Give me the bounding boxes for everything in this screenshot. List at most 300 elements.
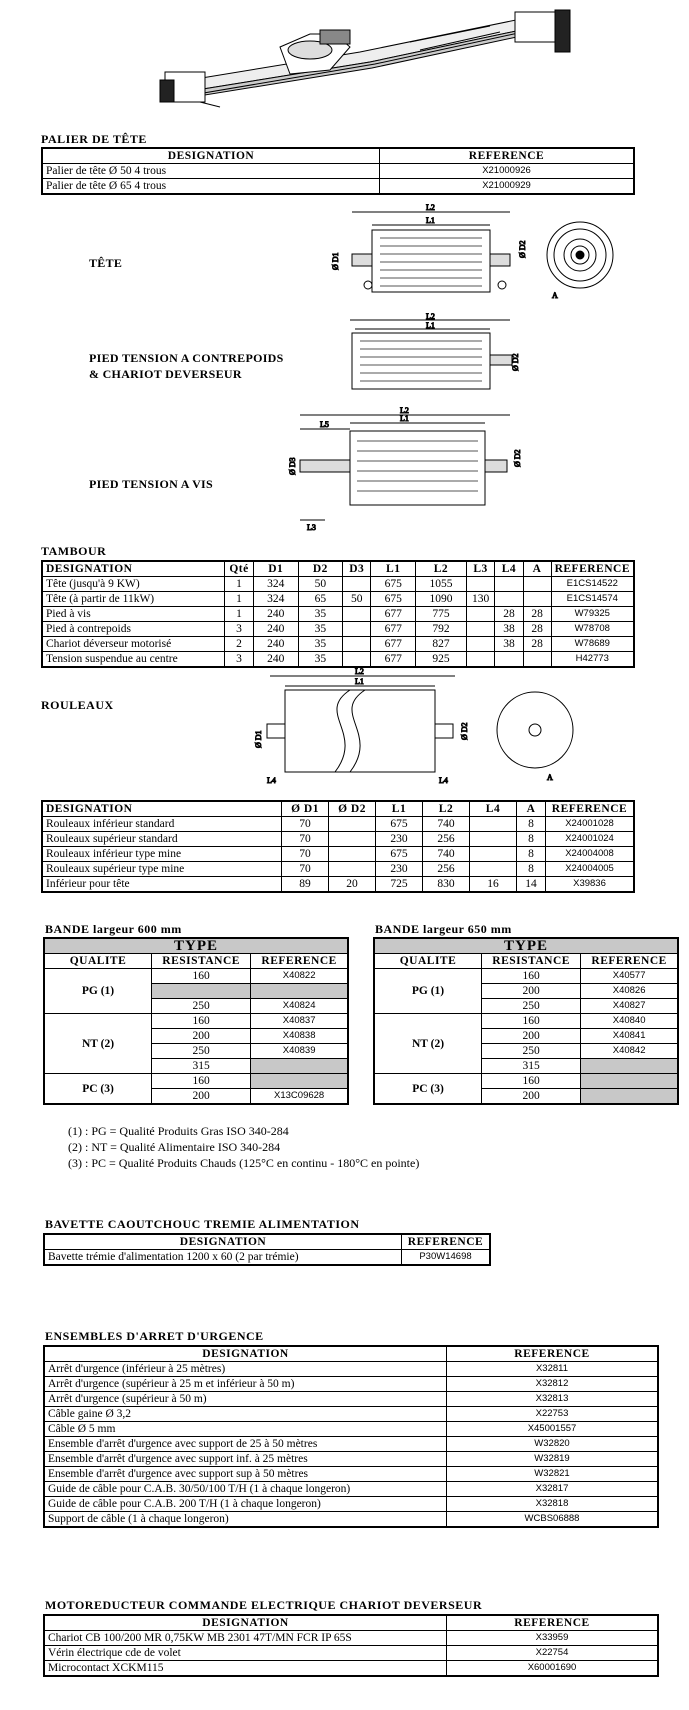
qualite-cell: NT (2) (374, 1014, 482, 1074)
cell: Rouleaux inférieur standard (42, 817, 282, 832)
cell (251, 1059, 348, 1074)
cell: 675 (371, 577, 416, 592)
cell: 256 (423, 862, 470, 877)
cell: X40826 (581, 984, 678, 999)
cell: X40827 (581, 999, 678, 1014)
col-a: A (517, 801, 546, 817)
cell: 200 (482, 1089, 581, 1105)
dim-l4: L4 (439, 776, 448, 785)
cell: Ensemble d'arrêt d'urgence avec support inf. à 25 mètres (44, 1452, 447, 1467)
col-reference: REFERENCE (447, 1346, 659, 1362)
cell: P30W14698 (402, 1250, 491, 1266)
col-designation: DESIGNATION (44, 1234, 402, 1250)
col-d1: Ø D1 (282, 801, 329, 817)
col-designation: DESIGNATION (42, 801, 282, 817)
table-row (44, 1014, 348, 1029)
cell: X32817 (447, 1482, 659, 1497)
cell: 160 (482, 1074, 581, 1089)
table-row (44, 1437, 658, 1452)
dim-l1: L1 (355, 677, 364, 686)
cell: 1 (225, 592, 254, 607)
cell: 38 (495, 637, 523, 652)
cell: Palier de tête Ø 65 4 trous (42, 179, 380, 195)
cell: Support de câble (1 à chaque longeron) (44, 1512, 447, 1528)
cell (152, 984, 251, 999)
dim-l2: L2 (400, 406, 409, 415)
cell: W32820 (447, 1437, 659, 1452)
table-row (42, 862, 634, 877)
pied-contrepoids-drawing (330, 312, 530, 395)
cell: 28 (523, 637, 551, 652)
table-row (42, 652, 634, 668)
cell: Guide de câble pour C.A.B. 200 T/H (1 à chaque longeron) (44, 1497, 447, 1512)
cell: 1090 (416, 592, 467, 607)
table-row (44, 1362, 658, 1377)
cell (581, 1089, 678, 1105)
col-header: RESISTANCE (482, 954, 581, 969)
table-row (42, 817, 634, 832)
cell (470, 832, 517, 847)
cell (470, 862, 517, 877)
cell (523, 652, 551, 668)
cell: 130 (466, 592, 495, 607)
cell: 677 (371, 622, 416, 637)
cell: 200 (482, 1029, 581, 1044)
cell: 65 (298, 592, 343, 607)
cell: 925 (416, 652, 467, 668)
cell: 50 (343, 592, 371, 607)
dim-l2: L2 (426, 312, 435, 321)
dim-d1: Ø D1 (254, 730, 263, 748)
cell: 28 (523, 607, 551, 622)
cell: 160 (482, 1014, 581, 1029)
table-row (42, 832, 634, 847)
cell: 89 (282, 877, 329, 893)
cell: 677 (371, 652, 416, 668)
cell: X22754 (447, 1646, 659, 1661)
table-row (42, 877, 634, 893)
cell: Ensemble d'arrêt d'urgence avec support de 25 à 50 mètres (44, 1437, 447, 1452)
cell: 792 (416, 622, 467, 637)
cell: X39836 (546, 877, 635, 893)
cell: X24004008 (546, 847, 635, 862)
cell: X40841 (581, 1029, 678, 1044)
pied-vis-label: PIED TENSION A VIS (89, 477, 214, 491)
col-reference: REFERENCE (546, 801, 635, 817)
palier-table (41, 147, 635, 195)
cell: 1 (225, 607, 254, 622)
cell: 160 (152, 969, 251, 984)
cell: 240 (253, 637, 298, 652)
cell: 200 (152, 1029, 251, 1044)
col-d1: D1 (253, 561, 298, 577)
cell: Chariot déverseur motorisé (42, 637, 225, 652)
cell (495, 652, 523, 668)
cell: X22753 (447, 1407, 659, 1422)
table-row (44, 1407, 658, 1422)
cell: 160 (152, 1014, 251, 1029)
cell (343, 622, 371, 637)
cell: 160 (152, 1074, 251, 1089)
qualite-cell: PC (3) (44, 1074, 152, 1105)
cell: 8 (517, 847, 546, 862)
cell: 324 (253, 592, 298, 607)
table-row (44, 1631, 658, 1646)
bande600-title: BANDE largeur 600 mm (45, 922, 182, 936)
cell: X40837 (251, 1014, 348, 1029)
dim-d2: Ø D2 (518, 240, 527, 258)
rouleaux-table (41, 800, 635, 893)
cell: 1055 (416, 577, 467, 592)
cell: Ensemble d'arrêt d'urgence avec support sup à 50 mètres (44, 1467, 447, 1482)
cell: 200 (152, 1089, 251, 1105)
cell: 8 (517, 862, 546, 877)
cell: 70 (282, 847, 329, 862)
dim-l1: L1 (426, 321, 435, 330)
cell: 3 (225, 622, 254, 637)
cell: E1CS14522 (551, 577, 634, 592)
cell: 35 (298, 622, 343, 637)
cell (466, 577, 495, 592)
dim-a: A (552, 291, 558, 300)
tambour-table (41, 560, 635, 668)
cell (495, 592, 523, 607)
cell (329, 847, 376, 862)
cell: Vérin électrique cde de volet (44, 1646, 447, 1661)
cell: X40842 (581, 1044, 678, 1059)
dim-l3: L3 (307, 523, 316, 532)
cell: 16 (470, 877, 517, 893)
col-designation: DESIGNATION (42, 561, 225, 577)
cell: Tête (à partir de 11kW) (42, 592, 225, 607)
dim-d2: Ø D2 (460, 722, 469, 740)
qualite-cell: PG (1) (374, 969, 482, 1014)
cell: 240 (253, 622, 298, 637)
cell: X32812 (447, 1377, 659, 1392)
cell: X45001557 (447, 1422, 659, 1437)
cell (470, 817, 517, 832)
table-row (42, 622, 634, 637)
cell: 230 (376, 832, 423, 847)
cell: Tension suspendue au centre (42, 652, 225, 668)
cell (251, 1074, 348, 1089)
col-designation: DESIGNATION (44, 1615, 447, 1631)
cell: 1 (225, 577, 254, 592)
cell: Arrêt d'urgence (supérieur à 50 m) (44, 1392, 447, 1407)
cell: 740 (423, 817, 470, 832)
cell: 14 (517, 877, 546, 893)
cell: 256 (423, 832, 470, 847)
pied-contrepoids-label (89, 350, 284, 382)
qualite-cell: PG (1) (44, 969, 152, 1014)
table-row (42, 592, 634, 607)
cell: X21000926 (380, 164, 635, 179)
cell: Rouleaux supérieur standard (42, 832, 282, 847)
cell: Tête (jusqu'à 9 KW) (42, 577, 225, 592)
cell: X24004005 (546, 862, 635, 877)
table-row (42, 637, 634, 652)
cell: X40838 (251, 1029, 348, 1044)
cell (329, 862, 376, 877)
cell: 250 (152, 1044, 251, 1059)
dim-l4: L4 (267, 776, 276, 785)
bande650-table (373, 937, 679, 1105)
cell: 8 (517, 817, 546, 832)
rouleaux-title: ROULEAUX (41, 698, 114, 712)
cell (495, 577, 523, 592)
cell: W32821 (447, 1467, 659, 1482)
cell: 35 (298, 607, 343, 622)
cell (466, 637, 495, 652)
cell: Rouleaux inférieur type mine (42, 847, 282, 862)
col-header: REFERENCE (581, 954, 678, 969)
table-row (42, 847, 634, 862)
col-header: QUALITE (374, 954, 482, 969)
cell: X24001028 (546, 817, 635, 832)
cell: X32813 (447, 1392, 659, 1407)
dim-d3: Ø D3 (288, 457, 297, 475)
cell: 70 (282, 862, 329, 877)
cell: 827 (416, 637, 467, 652)
cell: 775 (416, 607, 467, 622)
table-row (44, 1074, 348, 1089)
cell: Microcontact XCKM115 (44, 1661, 447, 1677)
table-row (44, 1646, 658, 1661)
type-header: TYPE (374, 938, 678, 954)
col-header: QUALITE (44, 954, 152, 969)
cell: Rouleaux supérieur type mine (42, 862, 282, 877)
col-l2: L2 (423, 801, 470, 817)
bavette-table (43, 1233, 491, 1266)
cell: Arrêt d'urgence (supérieur à 25 m et inférieur à 50 m) (44, 1377, 447, 1392)
cell: WCBS06888 (447, 1512, 659, 1528)
table-row (374, 969, 678, 984)
cell (581, 1074, 678, 1089)
cell: X40822 (251, 969, 348, 984)
dim-l2: L2 (355, 667, 364, 676)
table-row (44, 1422, 658, 1437)
cell (581, 1059, 678, 1074)
type-header: TYPE (44, 938, 348, 954)
pied-contrepoids-line1: PIED TENSION A CONTREPOIDS (89, 351, 284, 365)
cell (470, 847, 517, 862)
note-2: (2) : NT = Qualité Alimentaire ISO 340-284 (68, 1140, 281, 1154)
cell: E1CS14574 (551, 592, 634, 607)
cell (329, 817, 376, 832)
table-row (44, 1392, 658, 1407)
qualite-cell: NT (2) (44, 1014, 152, 1074)
cell: 675 (376, 817, 423, 832)
cell: 2 (225, 637, 254, 652)
col-a: A (523, 561, 551, 577)
col-d2: Ø D2 (329, 801, 376, 817)
cell: Pied à vis (42, 607, 225, 622)
cell: 250 (152, 999, 251, 1014)
col-l3: L3 (466, 561, 495, 577)
table-row (44, 1467, 658, 1482)
cell: X40839 (251, 1044, 348, 1059)
table-row (374, 1014, 678, 1029)
table-row (44, 1512, 658, 1528)
cell (466, 652, 495, 668)
cell: 250 (482, 1044, 581, 1059)
cell: 830 (423, 877, 470, 893)
moto-title: MOTOREDUCTEUR COMMANDE ELECTRIQUE CHARIOT DEVERSEUR (45, 1598, 483, 1612)
table-row (44, 1482, 658, 1497)
table-row (42, 607, 634, 622)
cell: 675 (371, 592, 416, 607)
cell: X40824 (251, 999, 348, 1014)
col-d3: D3 (343, 561, 371, 577)
cell: 315 (152, 1059, 251, 1074)
cell: 28 (523, 622, 551, 637)
bande600-table (43, 937, 349, 1105)
cell: X33959 (447, 1631, 659, 1646)
cell: X21000929 (380, 179, 635, 195)
table-row (42, 179, 634, 195)
cell: Câble Ø 5 mm (44, 1422, 447, 1437)
table-row (44, 1497, 658, 1512)
cell (251, 984, 348, 999)
cell: 38 (495, 622, 523, 637)
cell: 324 (253, 577, 298, 592)
col-qte: Qté (225, 561, 254, 577)
col-l2: L2 (416, 561, 467, 577)
cell: W79325 (551, 607, 634, 622)
cell: 70 (282, 817, 329, 832)
cell (343, 637, 371, 652)
cell: 725 (376, 877, 423, 893)
cell: 160 (482, 969, 581, 984)
cell: 200 (482, 984, 581, 999)
arret-table (43, 1345, 659, 1528)
bavette-title: BAVETTE CAOUTCHOUC TREMIE ALIMENTATION (45, 1217, 360, 1231)
cell (523, 592, 551, 607)
dim-l5: L5 (320, 420, 329, 429)
cell: 70 (282, 832, 329, 847)
col-reference: REFERENCE (380, 148, 635, 164)
pied-contrepoids-line2: & CHARIOT DEVERSEUR (89, 367, 242, 381)
table-row (44, 1250, 490, 1266)
cell (343, 652, 371, 668)
tambour-title: TAMBOUR (41, 544, 107, 558)
dim-d2: Ø D2 (511, 353, 520, 371)
tete-drawing (330, 200, 630, 300)
cell: 675 (376, 847, 423, 862)
table-row (44, 1661, 658, 1677)
rouleaux-drawing (255, 668, 585, 788)
dim-l1: L1 (426, 216, 435, 225)
cell (523, 577, 551, 592)
cell: W78708 (551, 622, 634, 637)
cell: X13C09628 (251, 1089, 348, 1105)
cell: W78689 (551, 637, 634, 652)
qualite-cell: PC (3) (374, 1074, 482, 1105)
cell: X32818 (447, 1497, 659, 1512)
dim-d2: Ø D2 (513, 449, 522, 467)
cell: Chariot CB 100/200 MR 0,75KW MB 2301 47T/MN FCR IP 65S (44, 1631, 447, 1646)
cell: X60001690 (447, 1661, 659, 1677)
cell (466, 607, 495, 622)
cell: 35 (298, 637, 343, 652)
col-l1: L1 (376, 801, 423, 817)
table-row (374, 1074, 678, 1089)
col-header: REFERENCE (251, 954, 348, 969)
cell: W32819 (447, 1452, 659, 1467)
col-designation: DESIGNATION (44, 1346, 447, 1362)
col-l4: L4 (470, 801, 517, 817)
col-reference: REFERENCE (402, 1234, 491, 1250)
cell: X40840 (581, 1014, 678, 1029)
cell: Câble gaine Ø 3,2 (44, 1407, 447, 1422)
cell: 250 (482, 999, 581, 1014)
cell: 315 (482, 1059, 581, 1074)
dim-d1: Ø D1 (331, 252, 340, 270)
table-row (44, 969, 348, 984)
cell: Pied à contrepoids (42, 622, 225, 637)
col-designation: DESIGNATION (42, 148, 380, 164)
cell: Guide de câble pour C.A.B. 30/50/100 T/H (1 à chaque longeron) (44, 1482, 447, 1497)
cell: 8 (517, 832, 546, 847)
bande650-title: BANDE largeur 650 mm (375, 922, 512, 936)
cell: 230 (376, 862, 423, 877)
cell: 28 (495, 607, 523, 622)
moto-table (43, 1614, 659, 1677)
table-row (44, 1377, 658, 1392)
pied-vis-drawing (288, 405, 555, 535)
cell: X32811 (447, 1362, 659, 1377)
table-row (44, 1452, 658, 1467)
dim-l2: L2 (426, 203, 435, 212)
cell: X24001024 (546, 832, 635, 847)
cell: Inférieur pour tête (42, 877, 282, 893)
dim-l1: L1 (400, 414, 409, 423)
conveyor-illustration (160, 2, 580, 112)
cell (343, 607, 371, 622)
tete-label: TÊTE (89, 256, 123, 270)
cell: 3 (225, 652, 254, 668)
cell: X40577 (581, 969, 678, 984)
cell: 677 (371, 607, 416, 622)
palier-title: PALIER DE TÊTE (41, 132, 147, 146)
cell: 20 (329, 877, 376, 893)
col-l4: L4 (495, 561, 523, 577)
col-header: RESISTANCE (152, 954, 251, 969)
note-3: (3) : PC = Qualité Produits Chauds (125°C en continu - 180°C en pointe) (68, 1156, 420, 1170)
table-row (42, 164, 634, 179)
col-reference: REFERENCE (551, 561, 634, 577)
cell (343, 577, 371, 592)
cell: 740 (423, 847, 470, 862)
table-row (42, 577, 634, 592)
cell: Arrêt d'urgence (inférieur à 25 mètres) (44, 1362, 447, 1377)
cell (329, 832, 376, 847)
col-l1: L1 (371, 561, 416, 577)
arret-title: ENSEMBLES D'ARRET D'URGENCE (45, 1329, 264, 1343)
cell: Palier de tête Ø 50 4 trous (42, 164, 380, 179)
col-d2: D2 (298, 561, 343, 577)
cell: 240 (253, 607, 298, 622)
cell: 677 (371, 637, 416, 652)
note-1: (1) : PG = Qualité Produits Gras ISO 340-284 (68, 1124, 289, 1138)
cell: 35 (298, 652, 343, 668)
cell: 50 (298, 577, 343, 592)
cell (466, 622, 495, 637)
cell: 240 (253, 652, 298, 668)
cell: Bavette trémie d'alimentation 1200 x 60 (2 par trémie) (44, 1250, 402, 1266)
cell: H42773 (551, 652, 634, 668)
dim-a: A (547, 773, 553, 782)
